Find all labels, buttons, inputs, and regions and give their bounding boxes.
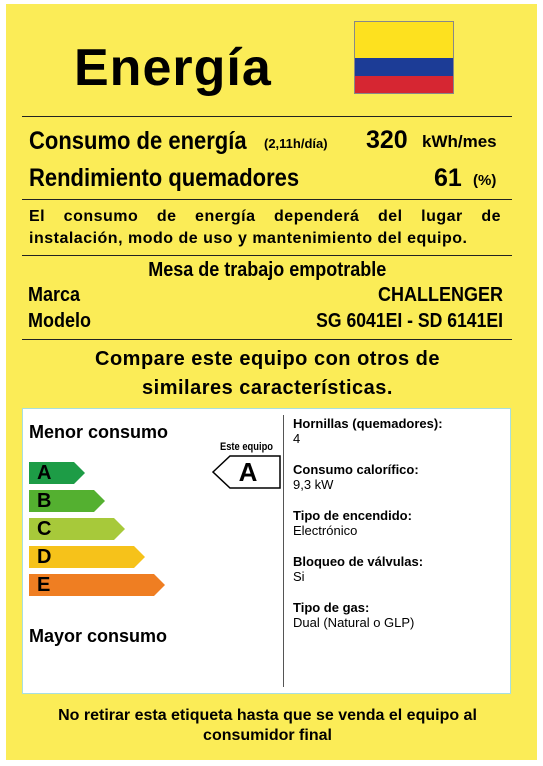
energy-class-letter: D xyxy=(37,546,52,568)
model-label-wrap xyxy=(28,310,91,333)
consumption-row xyxy=(29,127,276,156)
flag-red-stripe xyxy=(355,76,453,93)
spec-heading: Consumo calorífico: xyxy=(293,462,419,477)
colombia-flag-icon xyxy=(354,21,454,94)
divider xyxy=(22,116,512,117)
divider xyxy=(22,339,512,340)
model-label: Modelo xyxy=(28,310,91,332)
label-title: Energía xyxy=(74,39,272,97)
divider xyxy=(22,255,512,256)
energy-scale xyxy=(29,462,189,602)
specs-list xyxy=(293,416,503,646)
energy-class-bar-c xyxy=(29,518,114,540)
energy-class-letter: C xyxy=(37,518,52,540)
footer-notice: No retirar esta etiqueta hasta que se venda el equipo al consumidor final xyxy=(58,707,477,744)
product-type: Mesa de trabajo empotrable xyxy=(148,259,387,281)
spec-heading: Bloqueo de válvulas: xyxy=(293,554,424,569)
product-type-row xyxy=(20,259,515,282)
divider xyxy=(22,199,512,200)
spec-value: Si xyxy=(293,569,305,584)
efficiency-unit: (%) xyxy=(473,172,497,189)
efficiency-value: 61 xyxy=(434,164,462,192)
energy-class-letter: B xyxy=(37,490,52,512)
box-divider xyxy=(283,415,284,687)
this-equipment-label: Este equipo xyxy=(220,441,273,453)
spec-item xyxy=(293,554,503,600)
spec-item xyxy=(293,462,503,508)
spec-value: 4 xyxy=(293,431,301,446)
spec-value: 9,3 kW xyxy=(293,477,334,492)
spec-value: Electrónico xyxy=(293,523,358,538)
brand-value: CHALLENGER xyxy=(377,284,503,306)
scale-top-label: Menor consumo xyxy=(29,422,169,442)
consumption-notice: El consumo de energía dependerá del lugar de instalación, modo de uso y mantenimiento del equipo. xyxy=(29,208,501,247)
flag-yellow-stripe xyxy=(355,22,453,58)
spec-value: Dual (Natural o GLP) xyxy=(293,615,415,630)
consumption-unit: kWh/mes xyxy=(422,132,497,151)
this-equipment-class: A xyxy=(238,457,258,487)
energy-class-letter: A xyxy=(37,462,52,484)
efficiency-row xyxy=(29,164,336,193)
spec-item xyxy=(293,508,503,554)
spec-item xyxy=(293,600,503,646)
compare-text xyxy=(20,345,515,403)
spec-heading: Tipo de encendido: xyxy=(293,508,412,523)
energy-class-bar-e xyxy=(29,574,154,596)
consumption-label: Consumo de energía xyxy=(29,127,247,155)
energy-class-bar-a xyxy=(29,462,74,484)
efficiency-label: Rendimiento quemadores xyxy=(29,164,300,192)
spec-heading: Tipo de gas: xyxy=(293,600,370,615)
scale-bottom-label: Mayor consumo xyxy=(29,626,168,646)
model-value: SG 6041EI - SD 6141EI xyxy=(316,310,503,332)
brand-label-wrap xyxy=(28,284,80,307)
energy-class-bar-d xyxy=(29,546,134,568)
spec-heading: Hornillas (quemadores): xyxy=(293,416,443,431)
flag-blue-stripe xyxy=(355,58,453,76)
brand-value-wrap xyxy=(347,284,503,307)
compare-line-1: Compare este equipo con otros de xyxy=(95,348,440,370)
compare-line-2: similares características. xyxy=(142,377,393,399)
energy-class-bar-b xyxy=(29,490,94,512)
spec-item xyxy=(293,416,503,462)
consumption-value: 320 xyxy=(366,126,408,154)
brand-label: Marca xyxy=(28,284,81,306)
energy-class-letter: E xyxy=(37,574,51,596)
consumption-hours-note: (2,11h/día) xyxy=(264,136,328,151)
model-value-wrap xyxy=(272,310,503,333)
